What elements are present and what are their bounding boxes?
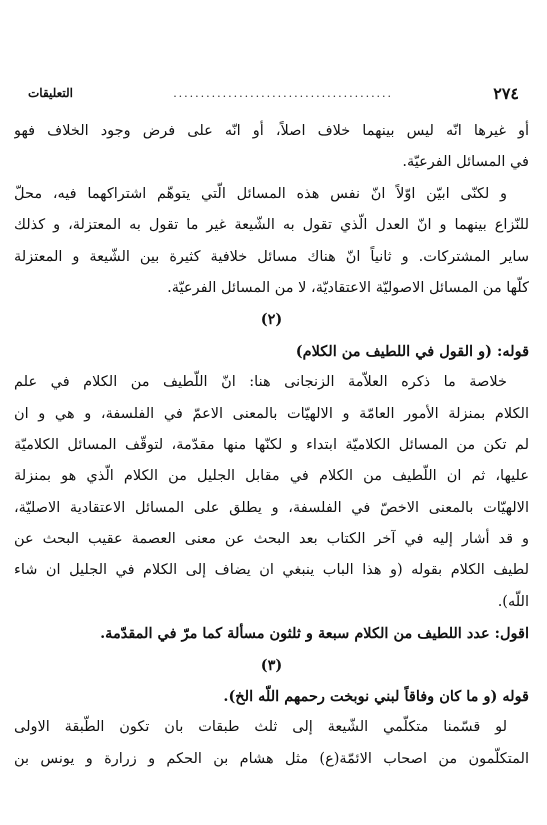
text-line: عليها، ثم ان اللّطيف من الكلام في مقابل الجليل من الكلام الّذي هو بمنزلة (14, 468, 529, 485)
header-dot-leader: ........................................ (173, 86, 394, 100)
note-heading: قوله: (و القول في اللطيف من الكلام) (295, 342, 529, 360)
page-header (28, 83, 519, 103)
page-number: ٢٧٤ (493, 83, 519, 103)
text-line: الكلام بمنزلة الأمور العامّة و الالهيّات بالمعنى الاعمّ في الفلسفة، و هي و ان (14, 405, 529, 422)
note-number: (٢) (260, 311, 283, 329)
text-line: لطيف الكلام بقوله (و هذا الباب ينبغي ان يضاف إلى الكلام في الجليل ان شاء (14, 562, 529, 579)
note-number: (٣) (260, 656, 283, 674)
comment-line: اقول: عدد اللطيف من الكلام سبعة و ثلثون مسألة كما مرّ في المقدّمة. (100, 625, 529, 643)
text-line: المتكلّمون من اصحاب الائمّة(ع) مثل هشام بن الحكم و زرارة و يونس بن (14, 750, 529, 767)
paragraph-start-line: لو قسّمنا متكلّمي الشّيعة إلى ثلث طبقات بان تكون الطّبقة الاولى (14, 719, 507, 736)
page-body (14, 116, 529, 775)
running-header-title: التعليقات (28, 86, 74, 100)
text-line: للنّزاع بينهما و انّ العدل الّذي تقول به الشّيعة غير ما تقول به المعتزلة، و كذلك (14, 217, 529, 234)
text-line: في المسائل الفرعيّة. (402, 154, 529, 171)
text-line: أو غيرها انّه ليس بينهما خلاف اصلاً، أو انّه على فرض وجود الخلاف فهو (14, 123, 529, 139)
text-line: ساير المشتركات. و ثانياً انّ هناك مسائل خلافية كثيرة بين الشّيعة و المعتزلة (14, 248, 529, 265)
text-line: الالهيّات بالمعنى الاخصّ في الفلسفة، و يطلق على المسائل الاعتقادية الاصليّة، (14, 499, 529, 516)
paragraph-start-line: و لكنّى ابيّن اوّلاً انّ نفس هذه المسائل الّتي يتوهّم اشتراكهما فيه، محلّ (14, 185, 507, 202)
text-line: كلّها من المسائل الاصوليّة الاعتقاديّة، لا من المسائل الفرعيّة. (167, 279, 529, 296)
text-line: و قد أشار إليه في آخر الكتاب بعد البحث عن معنى العصمة عقيب البحث عن (14, 531, 529, 548)
note-heading: قوله (و ما كان وفاقاً لبني نوبخت رحمهم اللّه الخ). (223, 688, 529, 706)
text-line: اللّه). (497, 593, 529, 610)
paragraph-start-line: خلاصة ما ذكره العلاّمة الزنجانى هنا: انّ اللّطيف من الكلام في علم (14, 374, 507, 391)
text-line: لم تكن من المسائل الكلاميّة ابتداء و لكنّها منها مقدّمة، لتوقّف المسائل الكلاميّة (14, 436, 529, 453)
